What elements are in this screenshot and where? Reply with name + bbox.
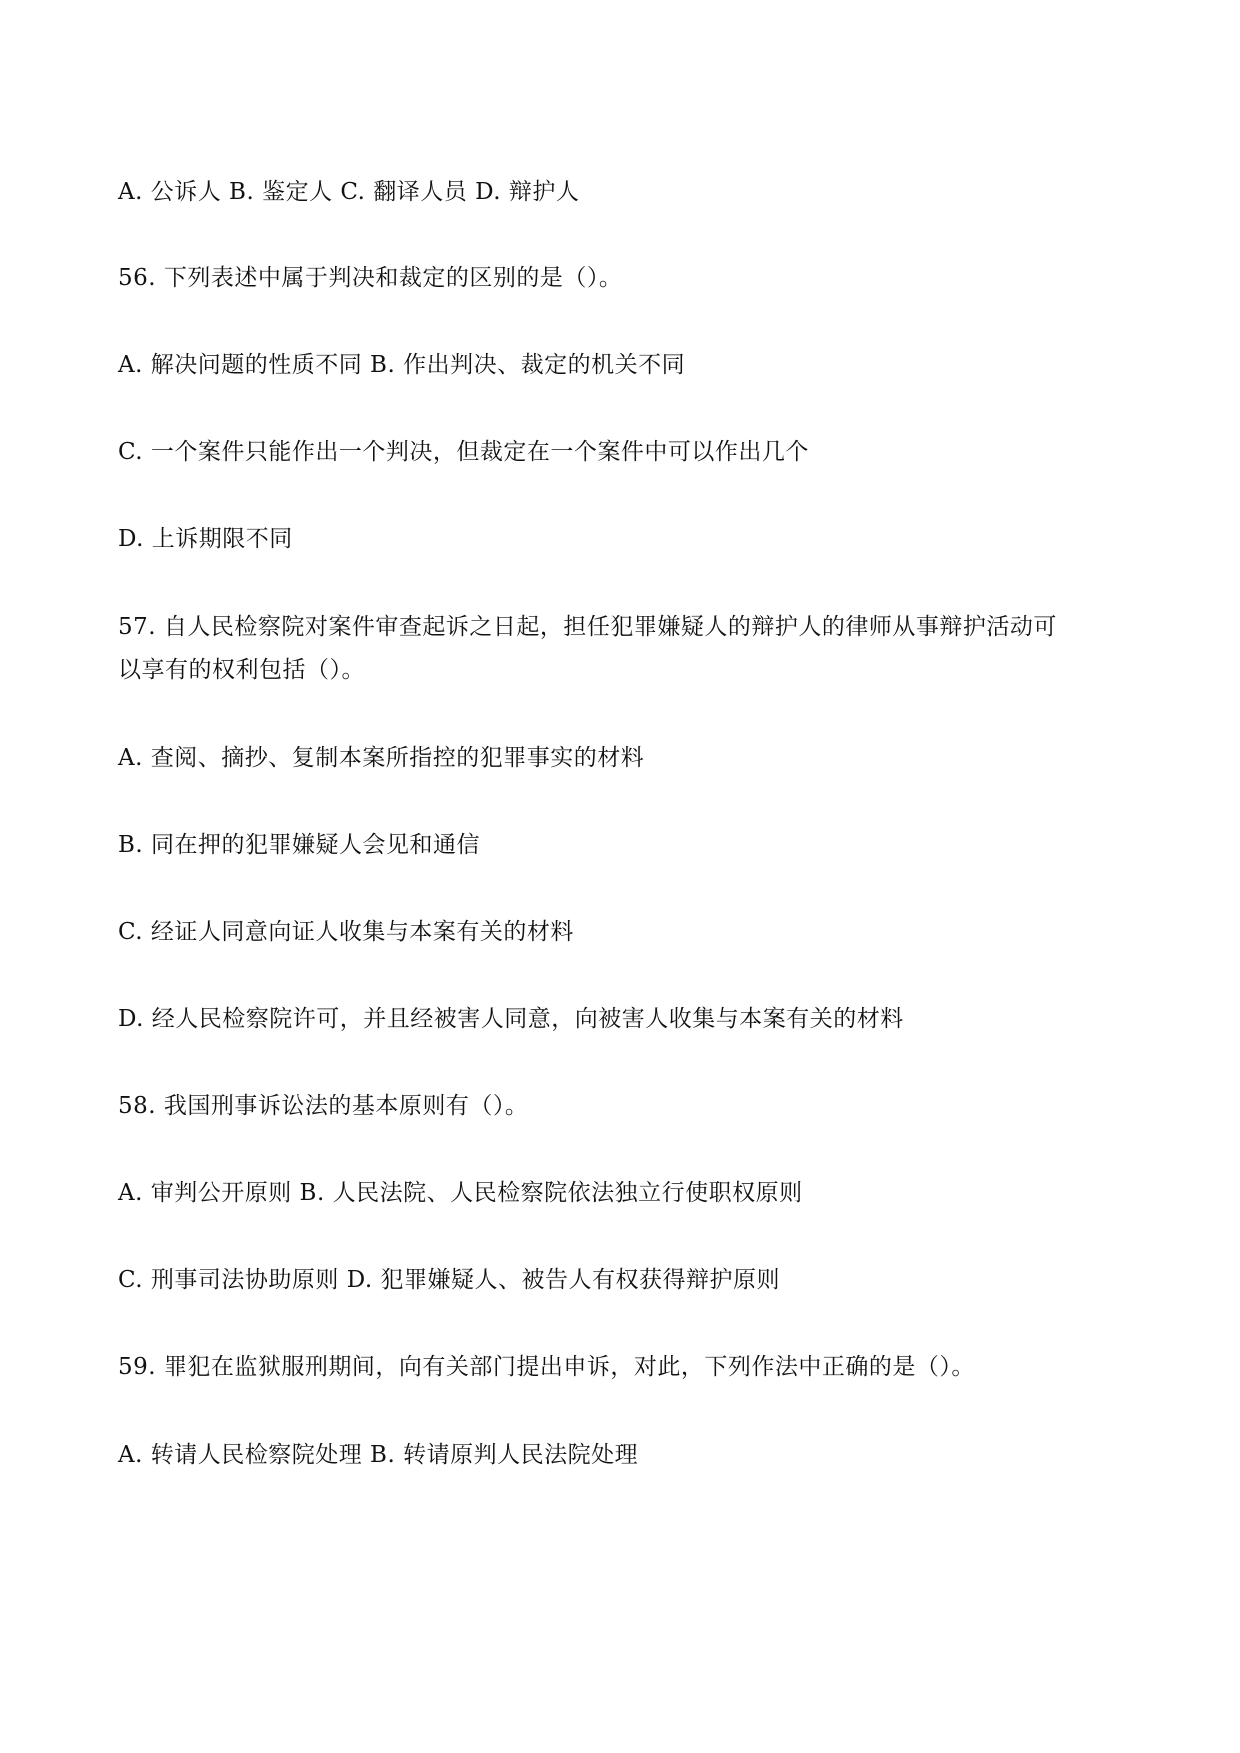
q58-options-cd: C. 刑事司法协助原则 D. 犯罪嫌疑人、被告人有权获得辩护原则 [118, 1267, 780, 1293]
q57-option-a: A. 查阅、摘抄、复制本案所指控的犯罪事实的材料 [118, 745, 645, 771]
q56-option-d: D. 上诉期限不同 [118, 526, 293, 552]
q57-option-c: C. 经证人同意向证人收集与本案有关的材料 [118, 919, 574, 945]
q56-question: 56. 下列表述中属于判决和裁定的区别的是（）。 [118, 265, 623, 291]
q57-option-b: B. 同在押的犯罪嫌疑人会见和通信 [118, 832, 481, 858]
q57-option-d: D. 经人民检察院许可，并且经被害人同意，向被害人收集与本案有关的材料 [118, 1006, 904, 1032]
q57-question-line1: 57. 自人民检察院对案件审查起诉之日起，担任犯罪嫌疑人的辩护人的律师从事辩护活动可 [118, 614, 1057, 640]
q56-option-c: C. 一个案件只能作出一个判决，但裁定在一个案件中可以作出几个 [118, 439, 809, 465]
q58-question: 58. 我国刑事诉讼法的基本原则有（）。 [118, 1093, 529, 1119]
q59-options-ab: A. 转请人民检察院处理 B. 转请原判人民法院处理 [118, 1442, 639, 1468]
q56-options-ab: A. 解决问题的性质不同 B. 作出判决、裁定的机关不同 [118, 352, 686, 378]
q59-question: 59. 罪犯在监狱服刑期间，向有关部门提出申诉，对此，下列作法中正确的是（）。 [118, 1354, 975, 1380]
q55-options: A. 公诉人 B. 鉴定人 C. 翻译人员 D. 辩护人 [118, 179, 580, 205]
q58-options-ab: A. 审判公开原则 B. 人民法院、人民检察院依法独立行使职权原则 [118, 1180, 803, 1206]
q57-question-line2: 以享有的权利包括（）。 [118, 657, 365, 683]
